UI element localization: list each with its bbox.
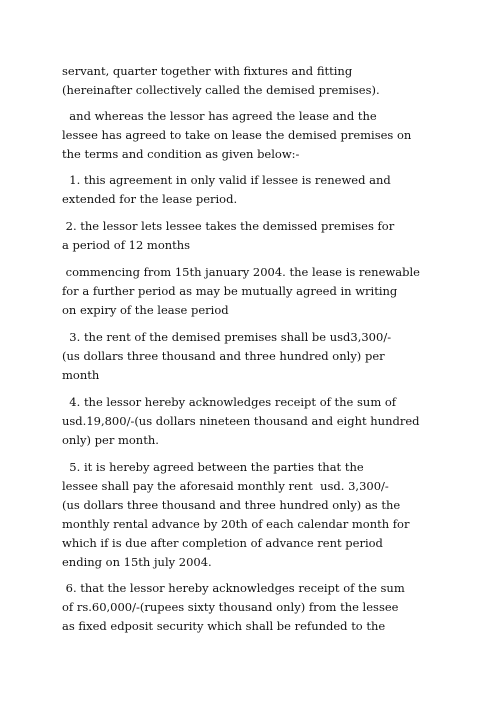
text-line: (us dollars three thousand and three hundred only) per [62, 349, 385, 363]
text-line: 6. that the lessor hereby acknowledges receipt of the sum [62, 581, 405, 595]
text-line: on expiry of the lease period [62, 303, 229, 317]
text-line: only) per month. [62, 433, 159, 447]
text-line: extended for the lease period. [62, 192, 238, 206]
text-line: as fixed edposit security which shall be refunded to the [62, 619, 386, 633]
text-line: servant, quarter together with fixtures and fitting [62, 64, 353, 78]
text-line: for a further period as may be mutually agreed in writing [62, 284, 398, 298]
text-line: monthly rental advance by 20th of each calendar month for [62, 517, 410, 531]
text-line: a period of 12 months [62, 238, 191, 252]
text-line: the terms and condition as given below:- [62, 147, 300, 161]
text-line: ending on 15th july 2004. [62, 555, 212, 569]
text-line: lessee shall pay the aforesaid monthly rent usd. 3,300/- [62, 479, 389, 493]
text-line: 4. the lessor hereby acknowledges receipt of the sum of [62, 395, 397, 409]
text-line: month [62, 368, 100, 382]
text-line: 5. it is hereby agreed between the parties that the [62, 460, 364, 474]
text-line: commencing from 15th january 2004. the lease is renewable [62, 265, 420, 279]
text-line: 3. the rent of the demised premises shall be usd3,300/- [62, 330, 392, 344]
text-line: lessee has agreed to take on lease the demised premises on [62, 128, 412, 142]
text-line: and whereas the lessor has agreed the lease and the [62, 109, 377, 123]
text-line: usd.19,800/-(us dollars nineteen thousand and eight hundred [62, 414, 420, 428]
text-line: 1. this agreement in only valid if lessee is renewed and [62, 173, 391, 187]
text-line: (hereinafter collectively called the demised premises). [62, 83, 380, 97]
text-line: of rs.60,000/-(rupees sixty thousand only) from the lessee [62, 600, 399, 614]
text-line: which if is due after completion of advance rent period [62, 536, 383, 550]
text-line: 2. the lessor lets lessee takes the demissed premises for [62, 219, 395, 233]
text-line: (us dollars three thousand and three hundred only) as the [62, 498, 401, 512]
